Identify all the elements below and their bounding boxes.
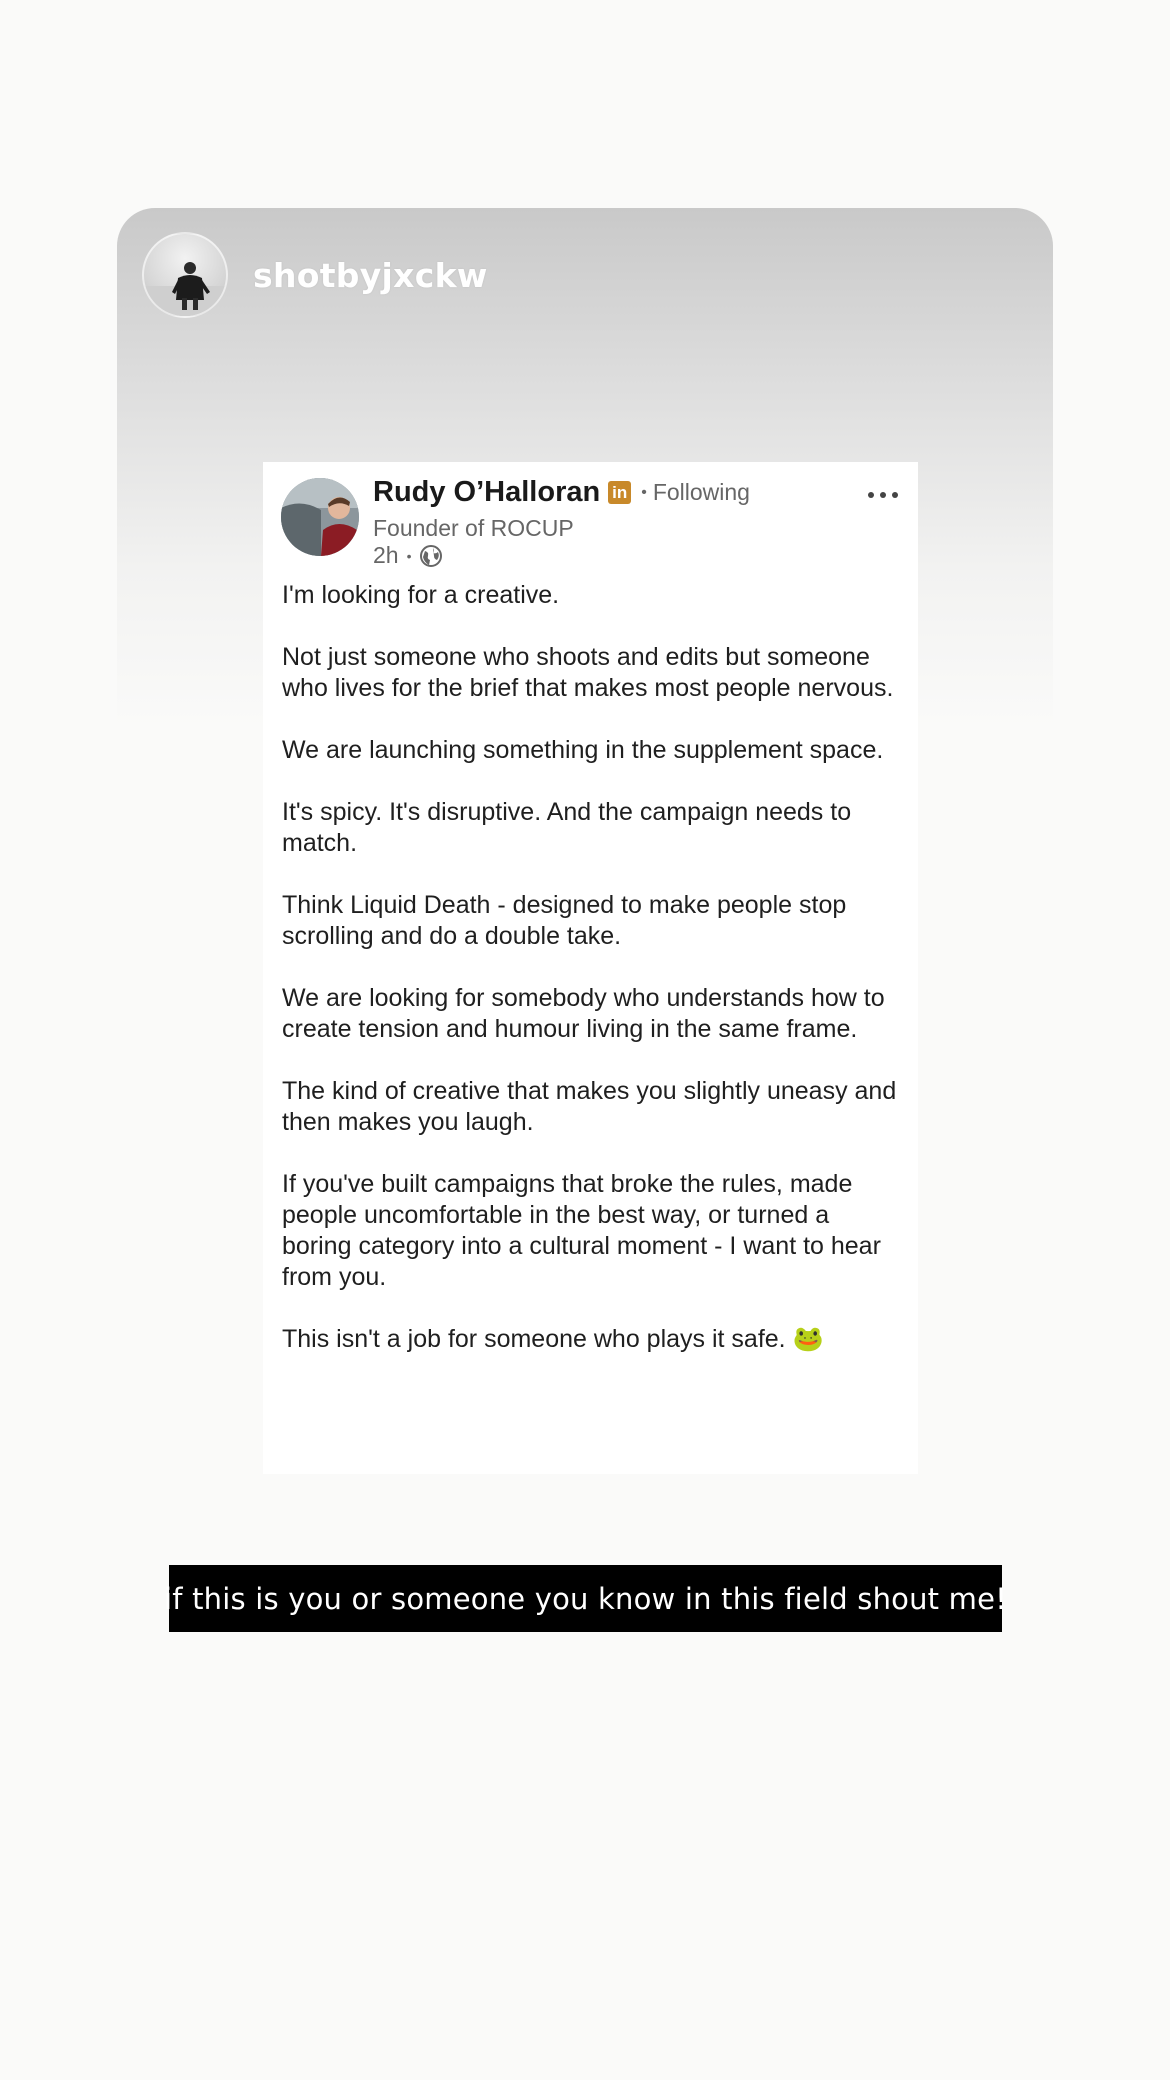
- post-time: 2h: [373, 542, 399, 568]
- author-headline: Founder of ROCUP: [373, 515, 574, 541]
- more-dot: [892, 492, 898, 498]
- story-avatar[interactable]: [142, 232, 228, 318]
- more-options-icon[interactable]: [868, 490, 898, 500]
- post-paragraph: It's spicy. It's disruptive. And the campaign needs to match.: [282, 798, 852, 857]
- post-body: [282, 580, 902, 1355]
- linkedin-post-screenshot: [263, 462, 918, 1474]
- post-paragraph: Think Liquid Death - designed to make people stop scrolling and do a double take.: [282, 891, 847, 950]
- post-paragraph: We are looking for somebody who understands how to create tension and humour living in the same frame.: [282, 984, 885, 1043]
- author-name-row: [373, 476, 750, 509]
- author-name[interactable]: Rudy O’Halloran: [373, 476, 601, 508]
- post-paragraph: Not just someone who shoots and edits but someone who lives for the brief that makes most people nervous.: [282, 643, 894, 702]
- more-dot: [880, 492, 886, 498]
- separator-dot: •: [641, 483, 647, 501]
- post-meta: [373, 542, 442, 569]
- post-paragraph: I'm looking for a creative.: [282, 581, 560, 609]
- separator-dot: •: [406, 547, 412, 564]
- post-paragraph: The kind of creative that makes you slightly uneasy and then makes you laugh.: [282, 1077, 897, 1136]
- person-silhouette-icon: [144, 234, 226, 316]
- post-paragraph: We are launching something in the supplement space.: [282, 736, 884, 764]
- author-photo-icon: [281, 478, 359, 556]
- post-paragraph: If you've built campaigns that broke the rules, made people uncomfortable in the best way, or turned a boring category into a cultural moment - I want to hear from you.: [282, 1170, 881, 1291]
- caption-text: if this is you or someone you know in this field shout me!: [164, 1581, 1007, 1616]
- story-username[interactable]: shotbyjxckw: [253, 255, 488, 295]
- author-avatar[interactable]: [281, 478, 359, 556]
- globe-icon: [420, 545, 442, 567]
- caption-bar: [164, 1565, 1007, 1632]
- post-paragraph: This isn't a job for someone who plays it safe. 🐸: [282, 1325, 824, 1353]
- following-status[interactable]: Following: [652, 479, 750, 505]
- story-header[interactable]: [142, 232, 488, 318]
- more-dot: [868, 492, 874, 498]
- linkedin-badge-icon: in: [608, 481, 631, 504]
- story-card: [117, 208, 1053, 1738]
